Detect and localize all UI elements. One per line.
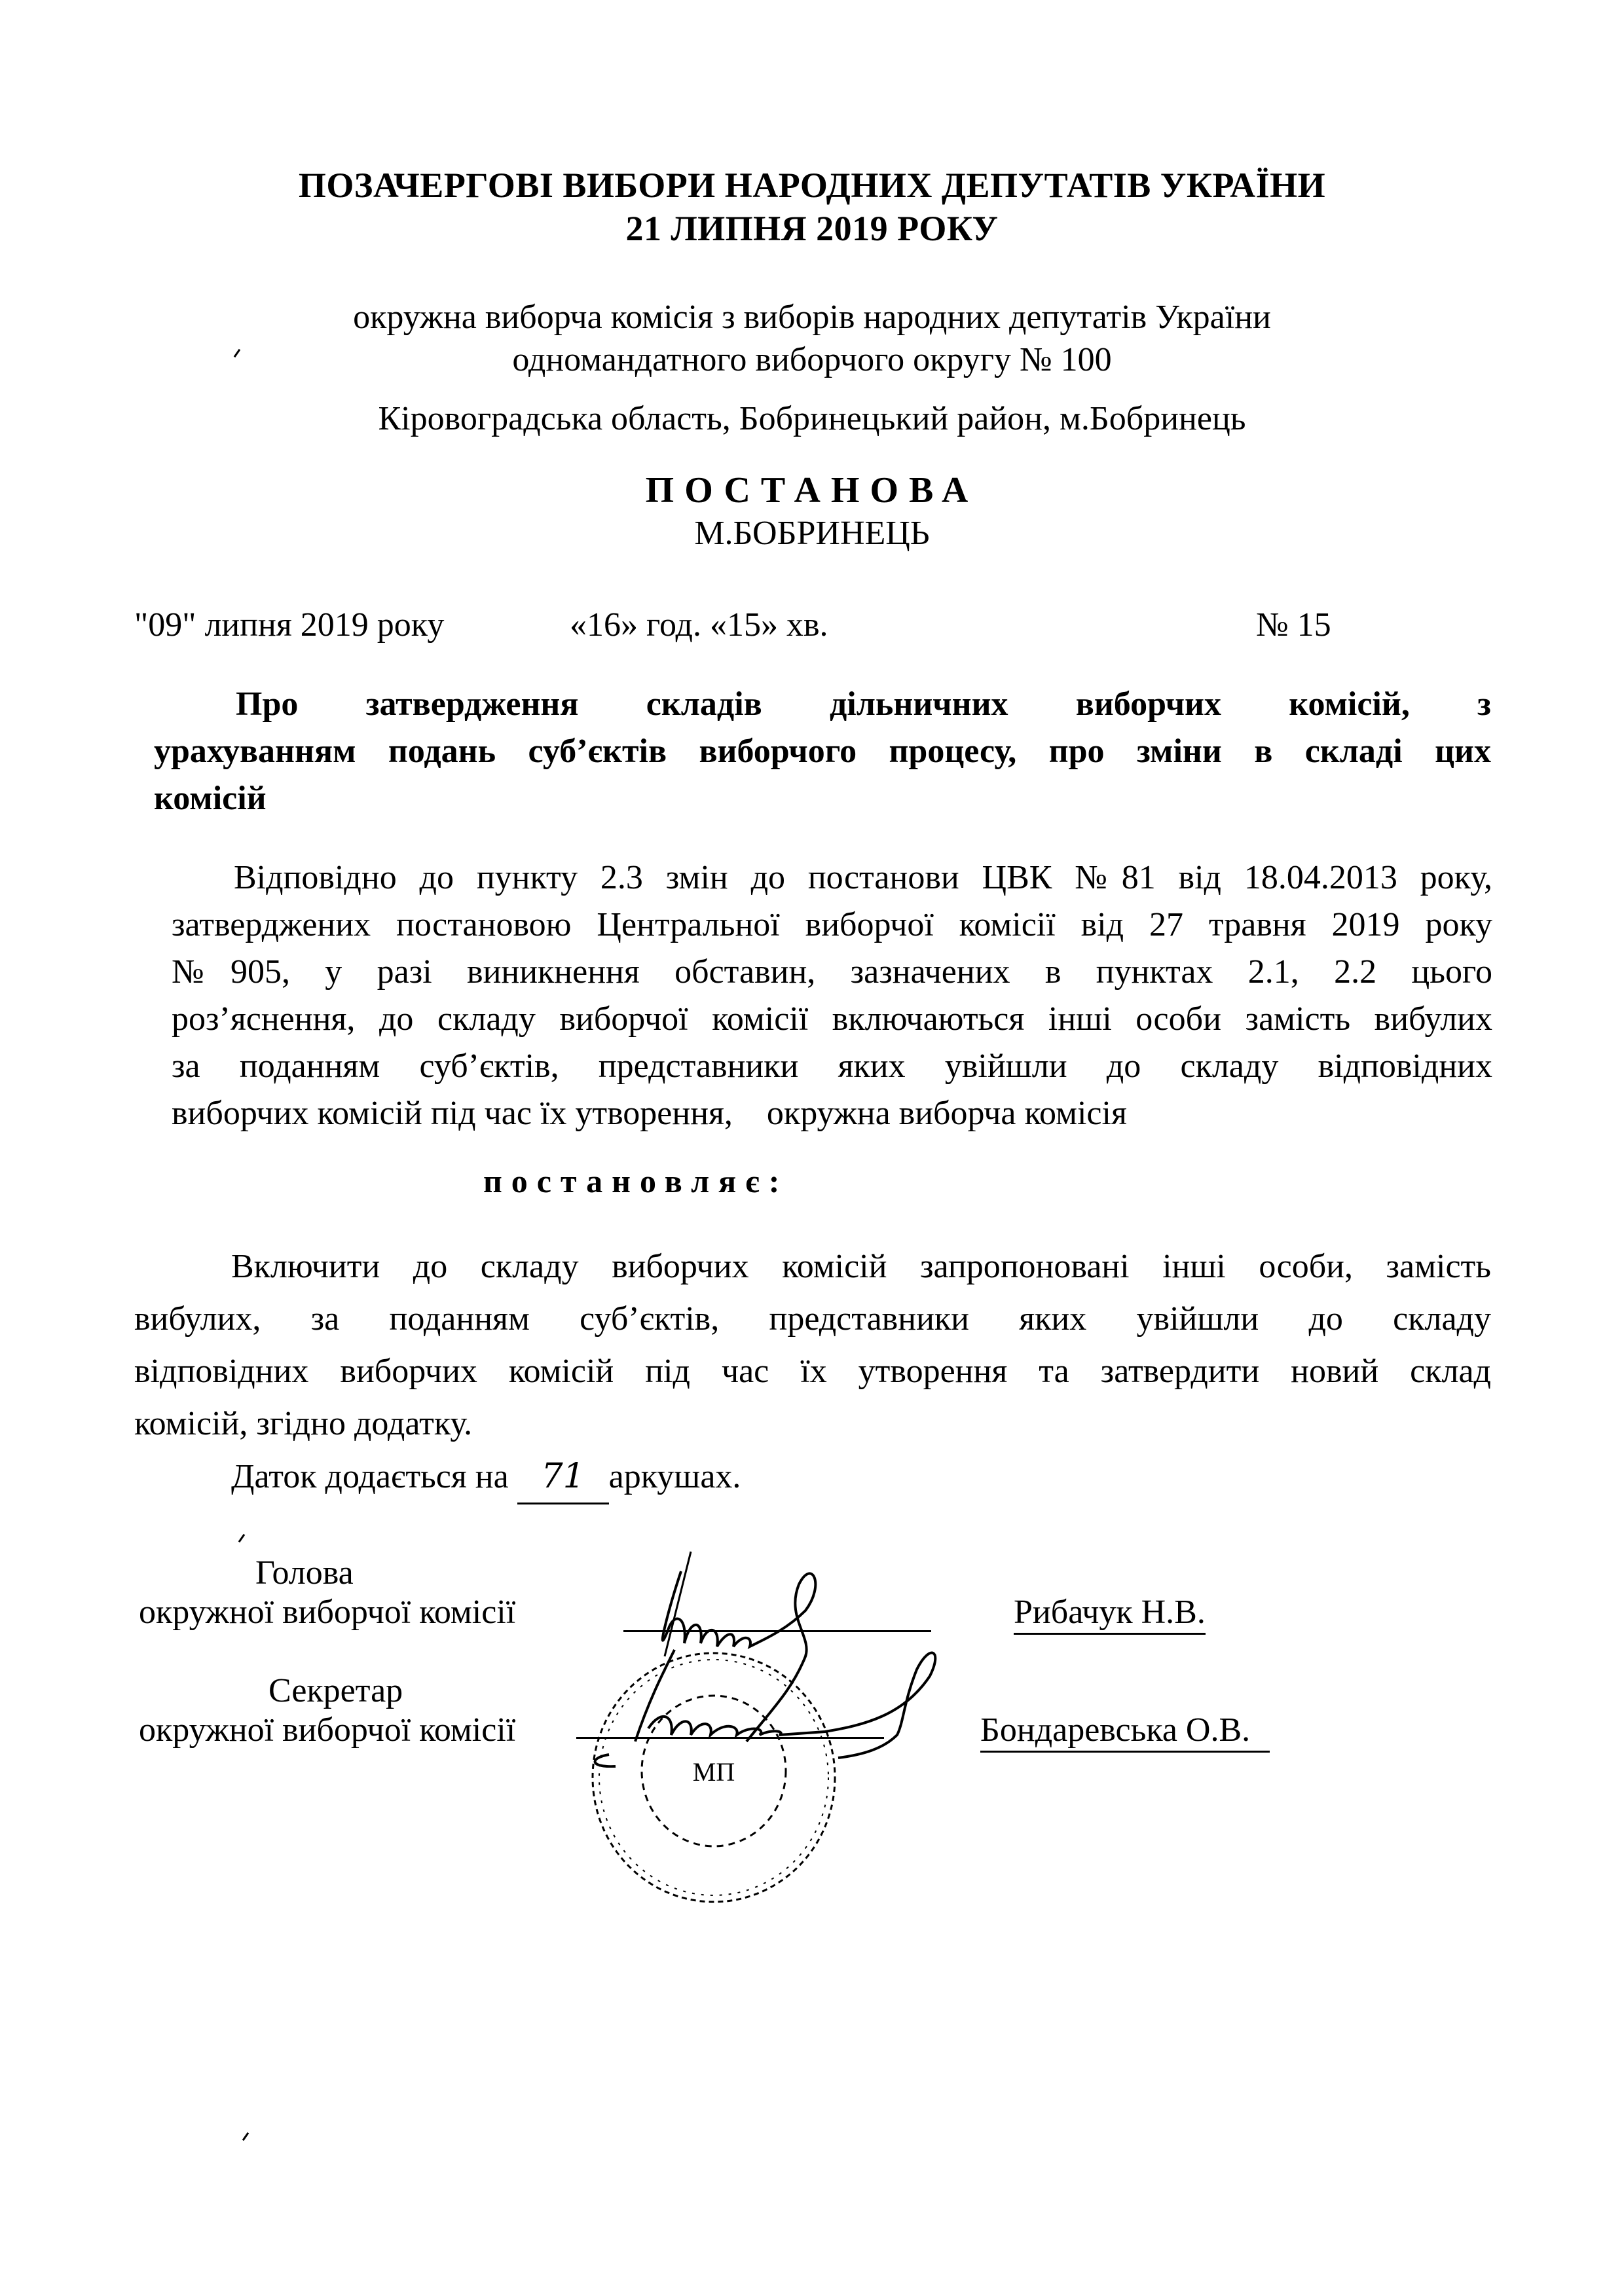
document-city: М.БОБРИНЕЦЬ	[694, 515, 930, 552]
subject-line-3: комісій	[154, 780, 267, 817]
attachment-line	[134, 1450, 1491, 1504]
chair-name: Рибачук Н.В.	[1014, 1592, 1206, 1635]
subject-word: складів	[646, 685, 762, 723]
attachment-prefix: Даток додається на	[231, 1458, 509, 1495]
subject-line-2: урахуванням подань суб’єктів виборчого процесу, про зміни в складі цих	[154, 733, 1491, 770]
preamble-paragraph	[172, 854, 1492, 1137]
preamble-line: роз’яснення, до складу виборчої комісії включаються інші особи замість вибулих	[172, 1000, 1492, 1038]
signature-stroke	[595, 1755, 616, 1766]
chair-role: Голова	[255, 1554, 354, 1592]
subject-word: Про	[236, 685, 299, 723]
election-title: ПОЗАЧЕРГОВІ ВИБОРИ НАРОДНИХ ДЕПУТАТІВ УКРАЇНИ	[298, 166, 1326, 205]
district-name: одномандатного виборчого округу № 100	[512, 341, 1112, 378]
decision-line: комісій, згідно додатку.	[134, 1405, 473, 1442]
resolves-heading: постановляє:	[483, 1163, 789, 1199]
document-time: «16» год. «15» хв.	[570, 606, 828, 644]
subject-word: дільничних	[829, 685, 1008, 723]
commission-name: окружна виборча комісія з виборів народних депутатів України	[353, 299, 1271, 336]
secretary-role: Секретар	[268, 1672, 403, 1709]
subject-word: виборчих	[1075, 685, 1222, 723]
scan-mark	[238, 1534, 245, 1542]
preamble-line: затверджених постановою Центральної виборчої комісії від 27 травня 2019 року	[172, 906, 1492, 943]
decision-line: Включити до складу виборчих комісій запропоновані інші особи, замість	[231, 1248, 1491, 1285]
subject-word: комісій,	[1289, 685, 1410, 723]
secretary-org: окружної виборчої комісії	[139, 1711, 516, 1749]
stamp-label: МП	[692, 1757, 735, 1787]
election-date: 21 ЛИПНЯ 2019 РОКУ	[625, 209, 999, 248]
scan-mark	[242, 2132, 249, 2141]
signature-stroke	[635, 1650, 935, 1758]
preamble-line: №905, у разі виникнення обставин, зазначених в пунктах 2.1, 2.2 цього	[172, 953, 1492, 991]
location-line: Кіровоградська область, Бобринецький район, м.Бобринець	[378, 400, 1246, 437]
subject-word: з	[1477, 685, 1491, 723]
decision-paragraph	[134, 1241, 1491, 1504]
subject-heading	[154, 681, 1491, 822]
document-type: ПОСТАНОВА	[645, 470, 979, 511]
chair-org: окружної виборчої комісії	[139, 1594, 516, 1631]
attachment-suffix: аркушах.	[608, 1458, 741, 1495]
document-number: № 15	[1256, 606, 1331, 644]
secretary-signature	[589, 1637, 1008, 1768]
attachment-count-handwritten: 71	[517, 1450, 609, 1504]
secretary-name: Бондаревська О.В.	[980, 1710, 1270, 1753]
preamble-line: Відповідно до пункту 2.3 змін до постанови ЦВК №81 від 18.04.2013 року,	[234, 859, 1492, 896]
decision-line: вибулих, за поданням суб’єктів, представники яких увійшли до складу	[134, 1300, 1491, 1338]
decision-line: відповідних виборчих комісій під час їх утворення та затвердити новий склад	[134, 1353, 1491, 1390]
document-date: "09" липня 2019 року	[134, 606, 445, 644]
preamble-line: виборчих комісій під час їх утворення, окружна виборча комісія	[172, 1095, 1127, 1132]
subject-line-1	[154, 681, 1491, 728]
subject-word: затвердження	[365, 685, 579, 723]
preamble-line: за поданням суб’єктів, представники яких увійшли до складу відповідних	[172, 1048, 1492, 1085]
